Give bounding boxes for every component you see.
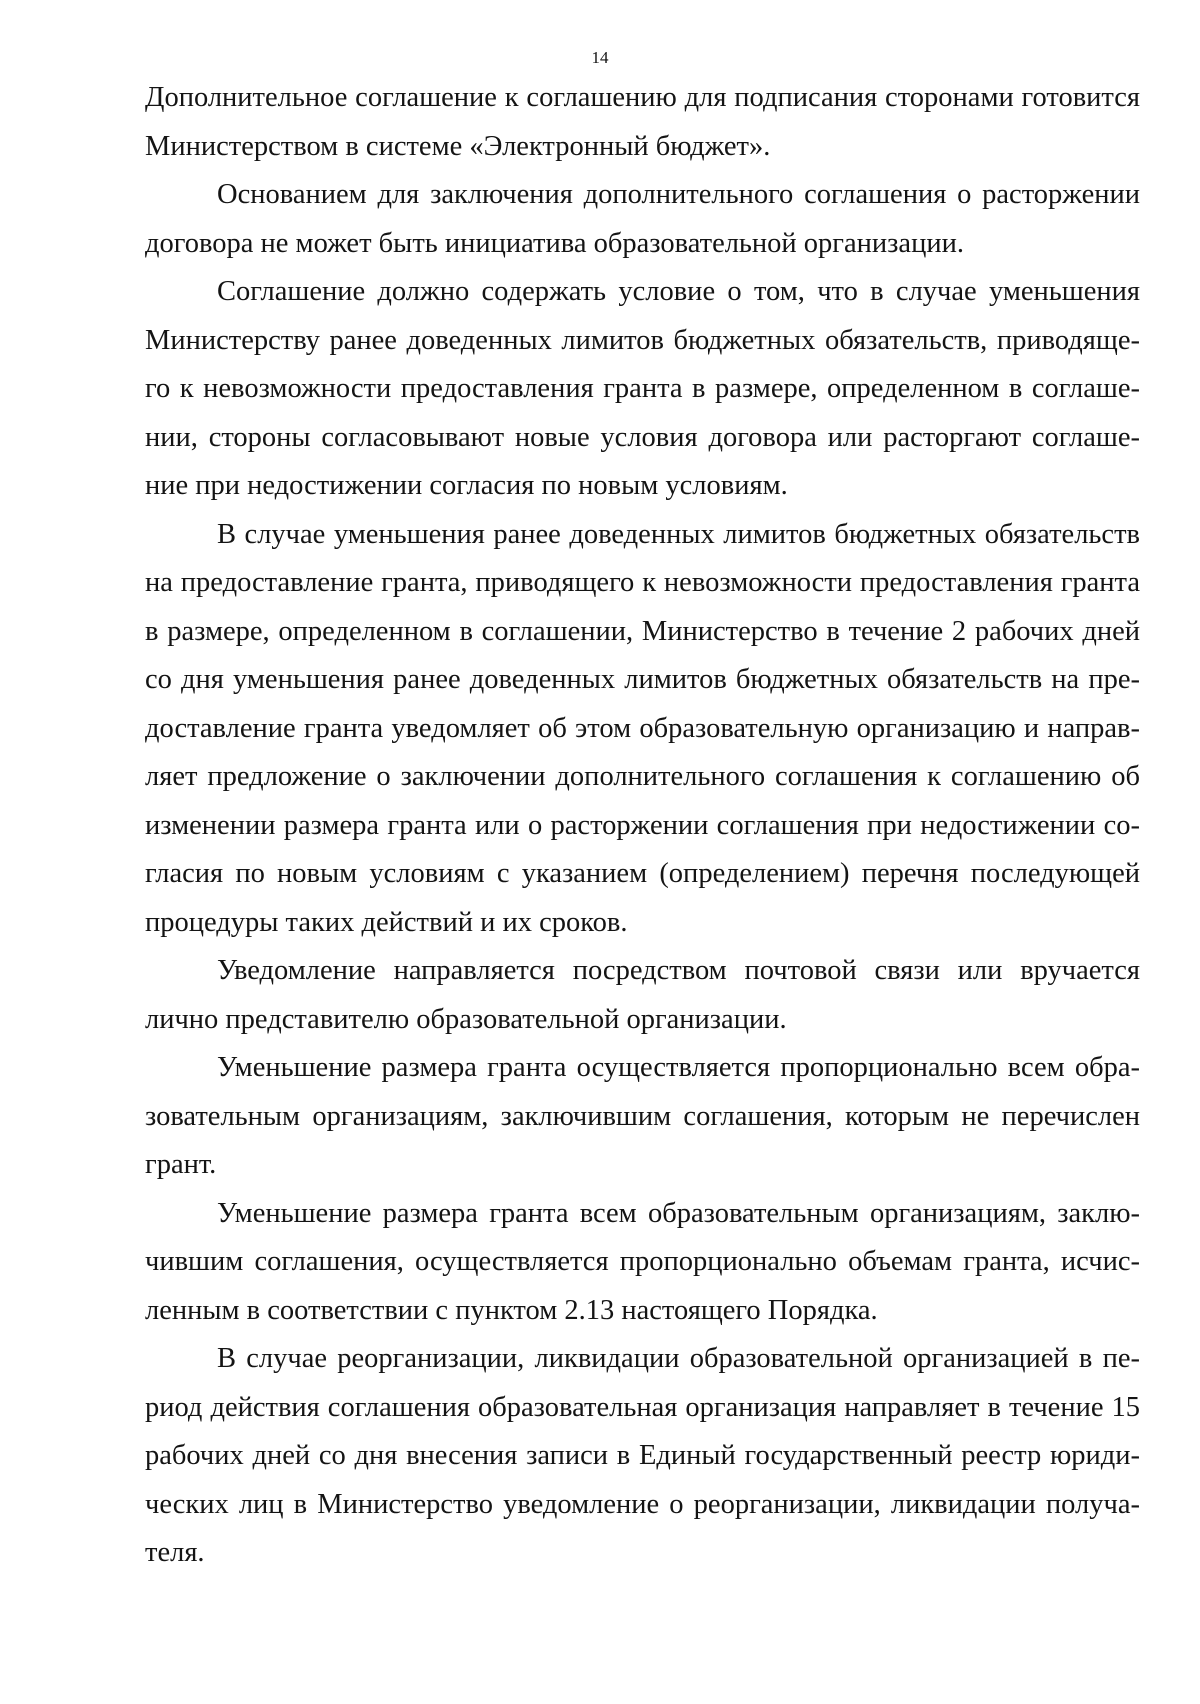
paragraph-7: Уменьшение размера гранта всем образовательным организациям, заключившим соглашения, осуществляется пропорционально объемам гранта, исчисленным в соответствии с пунктом 2.13 настоящего Порядка. (145, 1197, 1140, 1326)
paragraph-8: В случае реорганизации, ликвидации образовательной организацией в период действия соглашения образовательная организация направляет в течение 15 рабочих дней со дня внесения записи в Единый государственный реестр юридических лиц в Министерство уведомление о реорганизации, ликвидации получателя. (145, 1343, 1140, 1568)
paragraph-3: Соглашение должно содержать условие о том, что в случае уменьшения Министерству ранее доведенных лимитов бюджетных обязательств, приводящего к невозможности предоставления гранта в размере, определенном в соглашении, стороны согласовывают новые условия договора или расторгают соглашение при недостижении согласия по новым условиям. (145, 276, 1140, 501)
paragraph-4: В случае уменьшения ранее доведенных лимитов бюджетных обязательств на предоставление гранта, приводящего к невозможности предоставления гранта в размере, определенном в соглашении, Министерство в течение 2 рабочих дней со дня уменьшения ранее доведенных лимитов бюджетных обязательств на предоставление гранта уведомляет об этом образовательную организацию и направляет предложение о заключении дополнительного соглашения к соглашению об изменении размера гранта или о расторжении соглашения при недостижении согласия по новым условиям с указанием (определением) перечня последующей процедуры таких действий и их сроков. (145, 518, 1140, 938)
paragraph-2: Основанием для заключения дополнительного соглашения о расторжении договора не может быть инициатива образовательной организации. (145, 179, 1140, 259)
document-body (145, 74, 1140, 1578)
page-number: 14 (591, 48, 609, 67)
paragraph-6: Уменьшение размера гранта осуществляется пропорционально всем образовательным организациям, заключившим соглашения, которым не перечислен грант. (145, 1052, 1140, 1180)
paragraph-1: Дополнительное соглашение к соглашению для подписания сторонами готовится Министерством в системе «Электронный бюджет». (145, 82, 1140, 162)
paragraph-5: Уведомление направляется посредством почтовой связи или вручается лично представителю образовательной организации. (145, 955, 1140, 1035)
